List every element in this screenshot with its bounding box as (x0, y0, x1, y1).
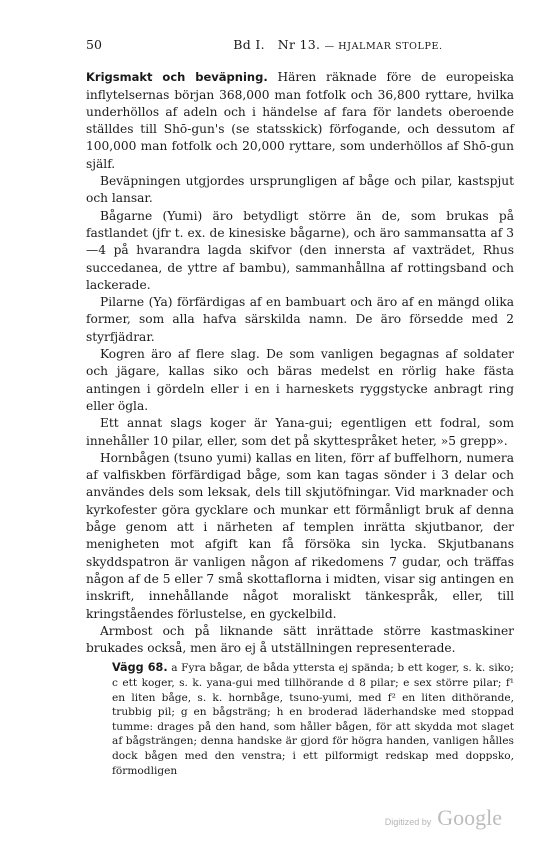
google-logo: Google (437, 805, 502, 830)
paragraph: Bågarne (Yumi) äro betydligt större än de, som brukas på fastlandet (jfr t. ex. de kinesiske bågarne), och äro sammansatta af 3—4 på hvarandra lagda skifvor (den innersta af vaxträdet, Rhus succedanea, de yttre af bambu), sammanhållna af rottingsband och lackerade. (86, 208, 514, 292)
paragraph-text: Hären räknade före de europeiska inflytelsernas början 368,000 man fotfolk och 36,800 ryttare, hvilka underhöllos af adeln och i händelse af fara för landets oberoende ställdes till Shō-gun's (se statsskick) förfogande, och dessutom af 100,000 man fotfolk och 20,000 ryttare, som underhöllos af Shō-gun själf. (86, 70, 514, 171)
header-title (233, 36, 442, 55)
section-heading: Krigsmakt och beväpning. (86, 70, 268, 85)
paragraph: Kogren äro af flere slag. De som vanligen begagnas af soldater och jägare, kallas siko och bäras medelst en rörlig hake fästa antingen i gördeln eller i en i harneskets ryggstycke anbragt ring eller ögla. (86, 347, 514, 413)
page-number: 50 (86, 37, 102, 52)
header-author: — HJALMAR STOLPE. (324, 41, 443, 52)
paragraph (86, 69, 514, 173)
digitized-watermark (385, 805, 502, 831)
catalog-entry (86, 661, 514, 778)
header-volume: Bd I. (233, 37, 265, 52)
paragraph: Armbost och på liknande sätt inrättade större kastmaskiner brukades också, men äro ej å utställningen representerade. (86, 623, 514, 656)
body-text (86, 69, 514, 657)
watermark-small-text: Digitized by (384, 817, 432, 827)
document-page (86, 36, 514, 778)
catalog-heading: Vägg 68. (112, 661, 168, 675)
paragraph: Ett annat slags koger är Yana-gui; egentligen ett fodral, som innehåller 10 pilar, eller, som det på skyttespråket heter, »5 grepp». (86, 416, 514, 448)
header-issue: Nr 13. (277, 37, 321, 52)
paragraph: Hornbågen (tsuno yumi) kallas en liten, förr af buffelhorn, numera af valfiskben förfärdigad båge, som kan tagas sönder i 3 delar och användes dels som leksak, dels till skjutöfningar. Vid marknader och kyrkofester göra gycklare och munkar ett förmånligt bruk af denna båge genom att i närheten af templen inrätta skjutbanor, der menigheten mot afgift kan få försöka sin lycka. Skjutbanans skyddspatron är vanligen någon af rikedomens 7 gudar, och träffas någon af de 5 eller 7 små skottaflorna i midten, visar sig antingen en inskrift, innehållande något moraliskt tänkespråk, eller, till kringståendes förlustelse, en gyckelbild. (86, 450, 514, 621)
paragraph: Pilarne (Ya) förfärdigas af en bambuart och äro af en mängd olika former, som alla hafva särskilda namn. De äro försedde med 2 styrfjädrar. (86, 295, 514, 344)
running-header (86, 36, 514, 55)
catalog-text: a Fyra bågar, de båda yttersta ej spända; b ett koger, s. k. siko; c ett koger, s. k. yana-gui med tillhörande d 8 pilar; e sex större pilar; f¹ en liten båge, s. k. hornbåge, tsuno-yumi, med f² en liten dithörande, trubbig pil; g en bågsträng; h en broderad läderhandske med stoppad tumme: drages på den hand, som håller bågen, för att skydda mot slaget af bågsträngen; denna handske är gjord för högra handen, vanligen hålles dock bågen med den venstra; i ett pilformigt redskap med doppsko, förmodligen (112, 662, 515, 777)
paragraph: Beväpningen utgjordes ursprungligen af båge och pilar, kastspjut och lansar. (86, 174, 514, 206)
